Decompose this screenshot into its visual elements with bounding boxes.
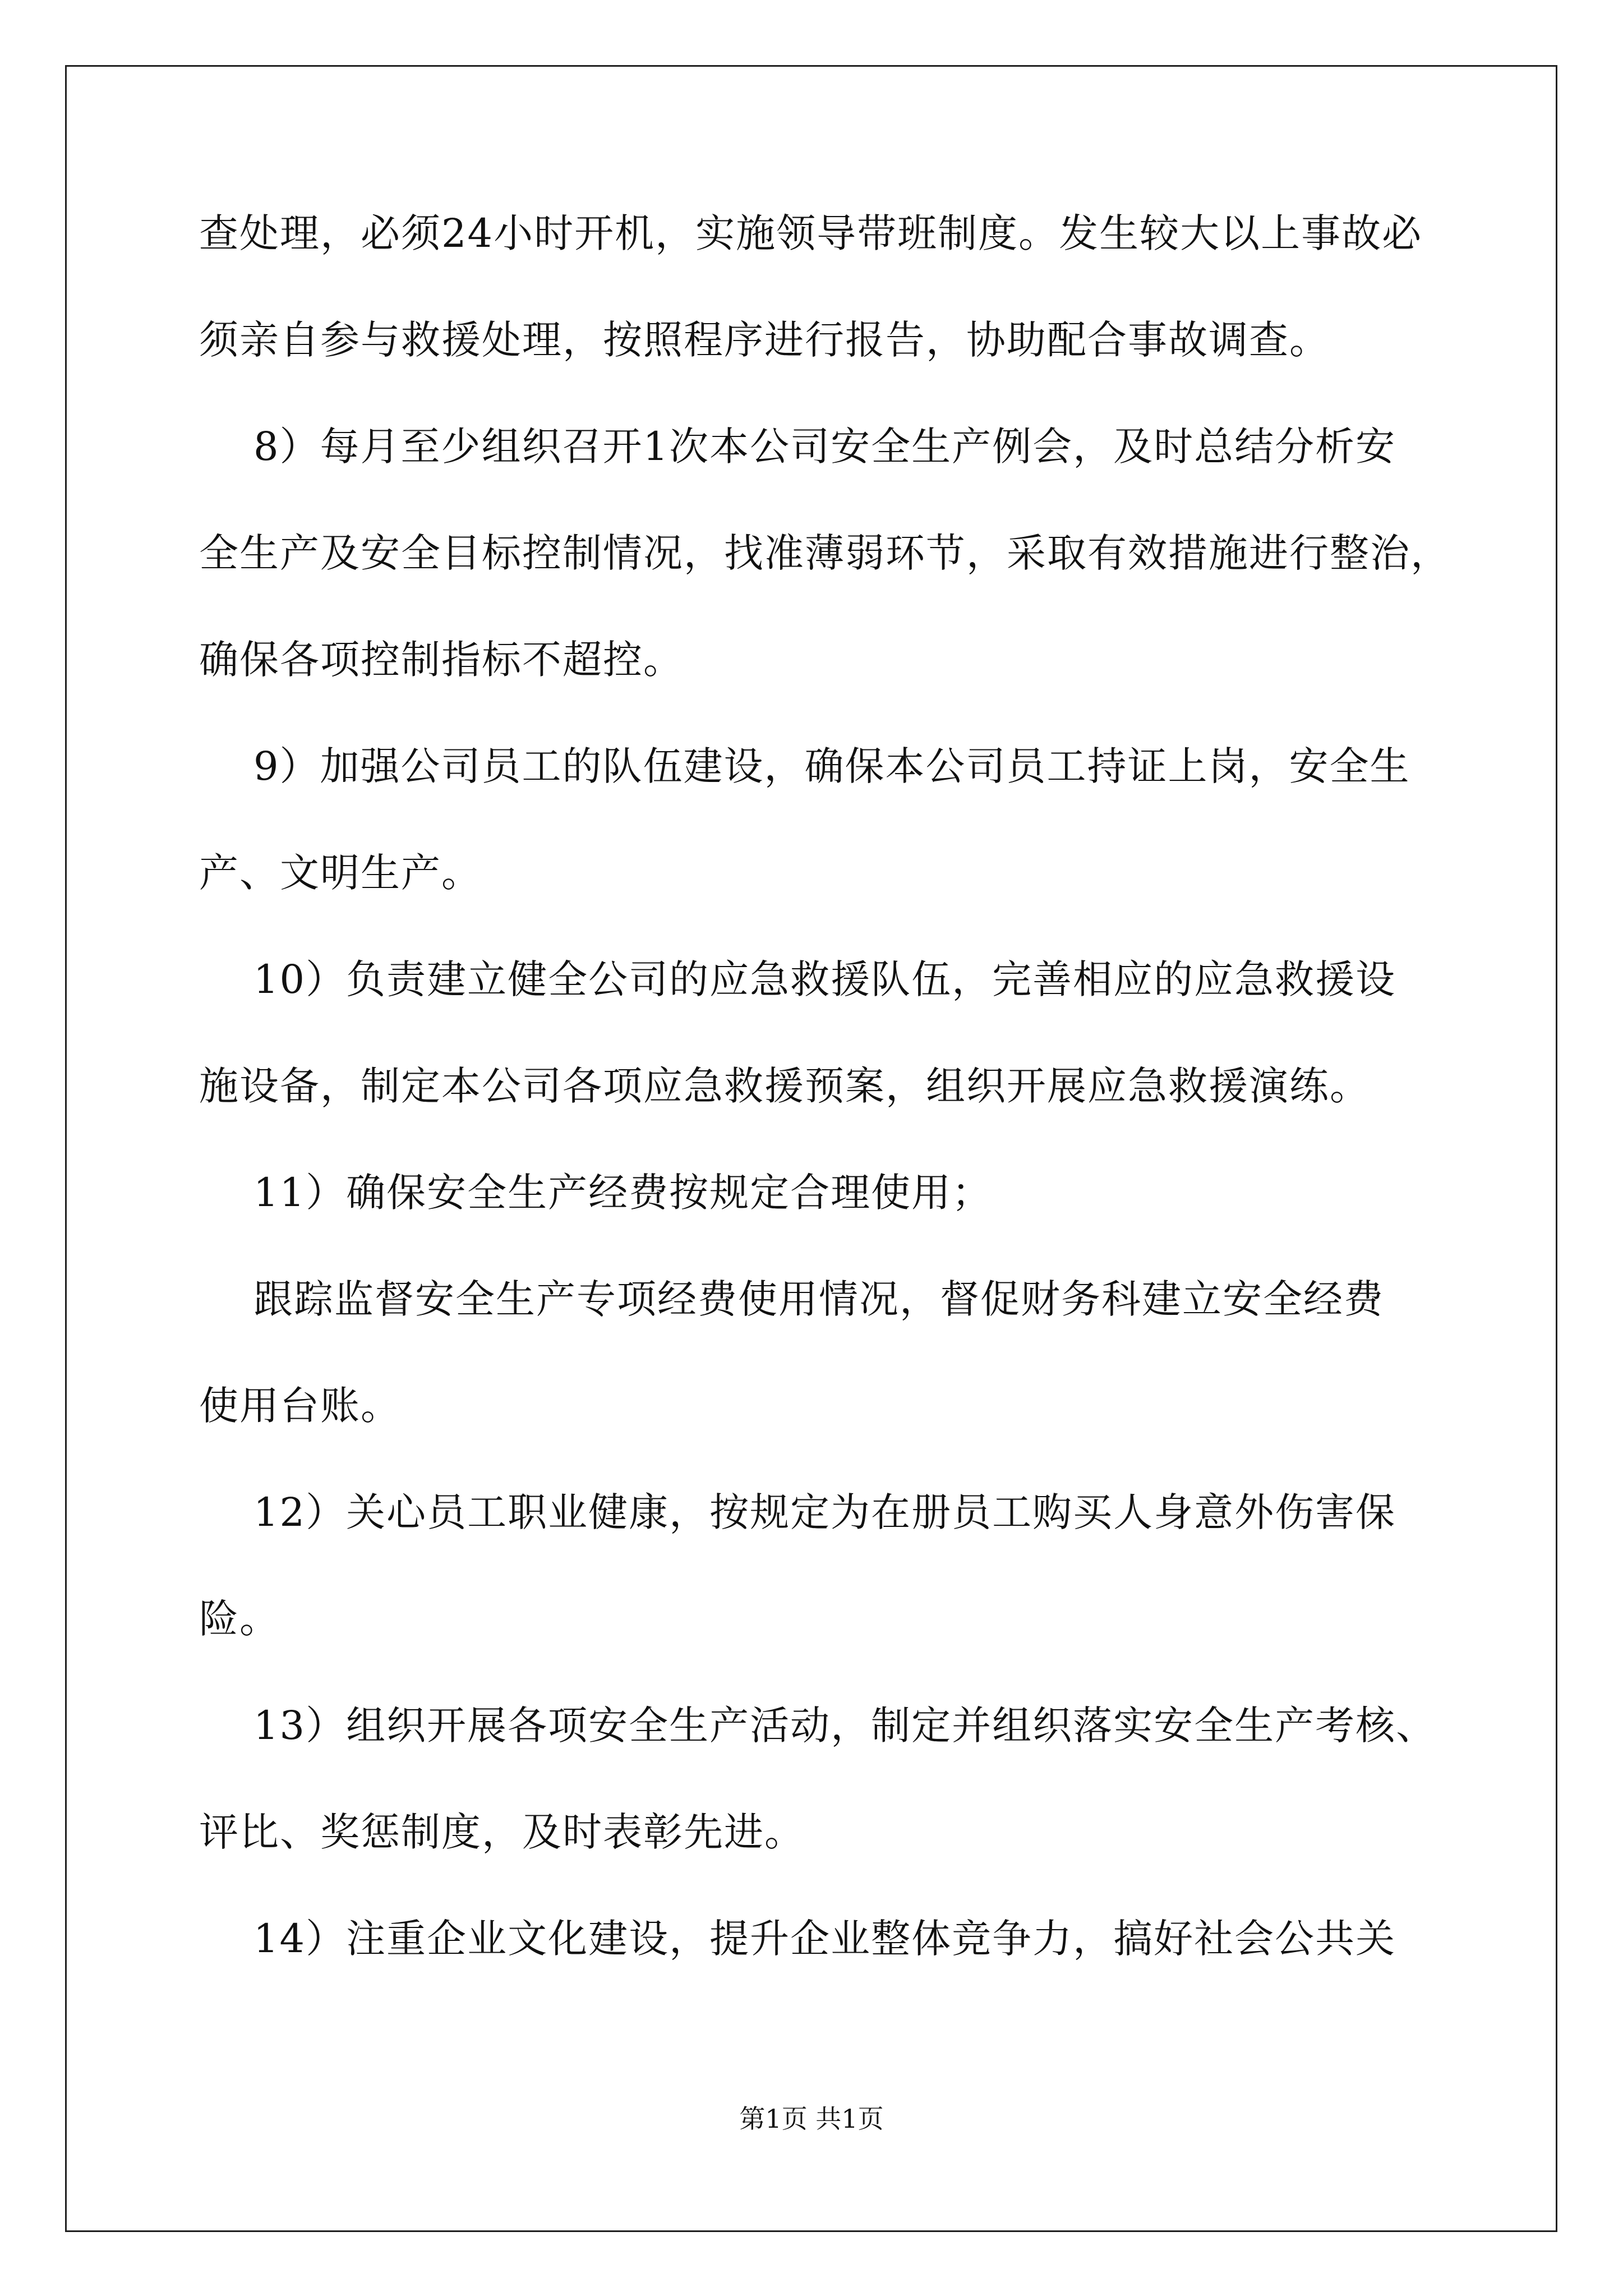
text-line: 施设备，制定本公司各项应急救援预案，组织开展应急救援演练。 <box>199 1063 1370 1109</box>
text-line: 确保各项控制指标不超控。 <box>199 637 684 683</box>
text-line: 12）关心员工职业健康，按规定为在册员工购买人身意外伤害保 <box>199 1489 1396 1535</box>
text-line: 13）组织开展各项安全生产活动，制定并组织落实安全生产考核、 <box>199 1703 1437 1749</box>
text-line: 9）加强公司员工的队伍建设，确保本公司员工持证上岗，安全生 <box>199 743 1410 789</box>
text-line: 险。 <box>199 1596 280 1642</box>
text-line: 跟踪监督安全生产专项经费使用情况，督促财务科建立安全经费 <box>199 1276 1385 1322</box>
text-line: 14）注重企业文化建设，提升企业整体竞争力，搞好社会公共关 <box>199 1916 1396 1962</box>
text-line: 全生产及安全目标控制情况，找准薄弱环节，采取有效措施进行整治， <box>199 530 1451 576</box>
page-number-footer: 第1页 共1页 <box>739 2104 884 2134</box>
text-line: 使用台账。 <box>199 1383 401 1429</box>
text-line: 8）每月至少组织召开1次本公司安全生产例会，及时总结分析安 <box>199 424 1396 470</box>
text-line: 10）负责建立健全公司的应急救援队伍，完善相应的应急救援设 <box>199 956 1396 1002</box>
text-line: 11）确保安全生产经费按规定合理使用； <box>199 1170 993 1216</box>
text-line: 查处理，必须24小时开机，实施领导带班制度。发生较大以上事故必 <box>199 210 1423 256</box>
text-line: 须亲自参与救援处理，按照程序进行报告，协助配合事故调查。 <box>199 317 1330 363</box>
page-border <box>65 65 1557 2232</box>
text-line: 产、文明生产。 <box>199 850 482 896</box>
text-line: 评比、奖惩制度，及时表彰先进。 <box>199 1809 805 1855</box>
